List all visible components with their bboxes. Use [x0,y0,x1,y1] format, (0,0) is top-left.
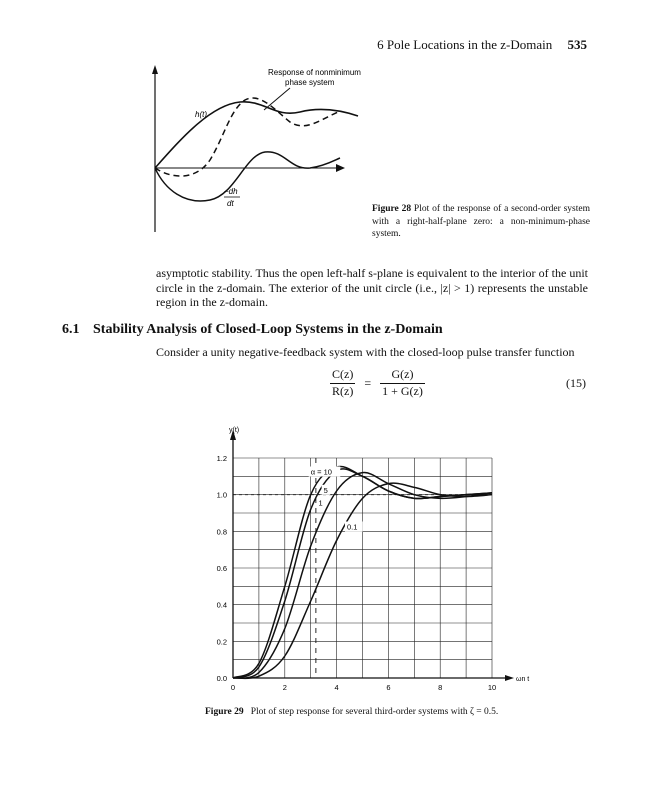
series-label-3: 1 [318,498,323,508]
y-tick-label: 0.6 [216,564,227,573]
eq-rhs-fraction [380,367,425,399]
eq-rhs-num: G(z) [380,367,425,384]
x-axis-arrow [505,675,514,681]
page-number: 535 [567,37,587,52]
x-tick-label: 0 [230,683,236,692]
y-tick-label: 1.2 [216,454,227,463]
fig28-pointer [264,88,290,110]
series-label-2: 5 [323,485,328,495]
y-axis-label: y(t) [229,427,240,434]
figure-29-caption [205,707,498,717]
y-tick-label: 0.2 [216,637,227,647]
x-tick-label: 8 [438,683,443,692]
chapter-title: 6 Pole Locations in the z-Domain [377,37,553,52]
x-tick-label: 10 [487,683,497,692]
fig28-h-curve [155,102,358,168]
eq-lhs-num: C(z) [330,367,355,384]
y-tick-label: 1.0 [216,490,227,500]
fig29-grid [233,458,492,678]
fig28-dh-curve [155,152,340,201]
page-header [377,37,587,53]
x-tick-label: 4 [334,683,339,692]
fig28-label-dh: −dh [224,187,238,196]
fig28-label-h: h(t) [195,110,207,119]
series-label-1: α = 10 [310,467,332,477]
equation-15 [330,367,425,399]
section-title: Stability Analysis of Closed-Loop Systems in the z-Domain [93,322,443,337]
fig28-annotation-line2: phase system [285,78,335,87]
section-heading [62,322,443,338]
fig28-caption-text: Plot of the response of a second-order system with a right-half-plane zero: a non-minimum-phase system. [372,204,590,239]
intro-sentence: Consider a unity negative-feedback system with the closed-loop pulse transfer function [156,345,575,359]
eq-lhs-den: R(z) [332,384,354,398]
fig29-axes [230,430,514,681]
section-number: 6.1 [62,322,80,337]
y-tick-label: 0.4 [216,600,227,610]
eq-rhs-den: 1 + G(z) [382,384,423,398]
y-tick-label: 0.8 [216,527,227,537]
eq-equals: = [364,375,372,390]
x-tick-label: 6 [386,683,391,692]
series-label-4: 0.1 [346,522,358,532]
fig28-label-dt: dt [227,199,234,208]
fig28-t-arrow [336,164,345,172]
figure-29-chart [195,418,535,700]
x-tick-label: 2 [282,683,287,692]
figure-28-caption [372,203,590,241]
x-axis-label: ωn t [516,676,530,683]
fig29-caption-label: Figure 29 [205,707,244,717]
fig29-caption-text: Plot of step response for several third-order systems with ζ = 0.5. [250,707,499,717]
y-tick-label: 0.0 [216,674,227,683]
equation-number: (15) [566,376,586,390]
eq-lhs-fraction [330,367,355,399]
fig28-caption-label: Figure 28 [372,204,412,214]
fig28-annotation-line1: Response of nonminimum [268,68,361,77]
fig28-y-arrow [152,65,158,74]
figure-28-plot [140,60,370,240]
body-paragraph: asymptotic stability. Thus the open left-half s-plane is equivalent to the interior of the unit circle in the z-domain. The exterior of the unit circle (i.e., |z| > 1) represents the unstable region in the z-domain. [156,266,588,309]
